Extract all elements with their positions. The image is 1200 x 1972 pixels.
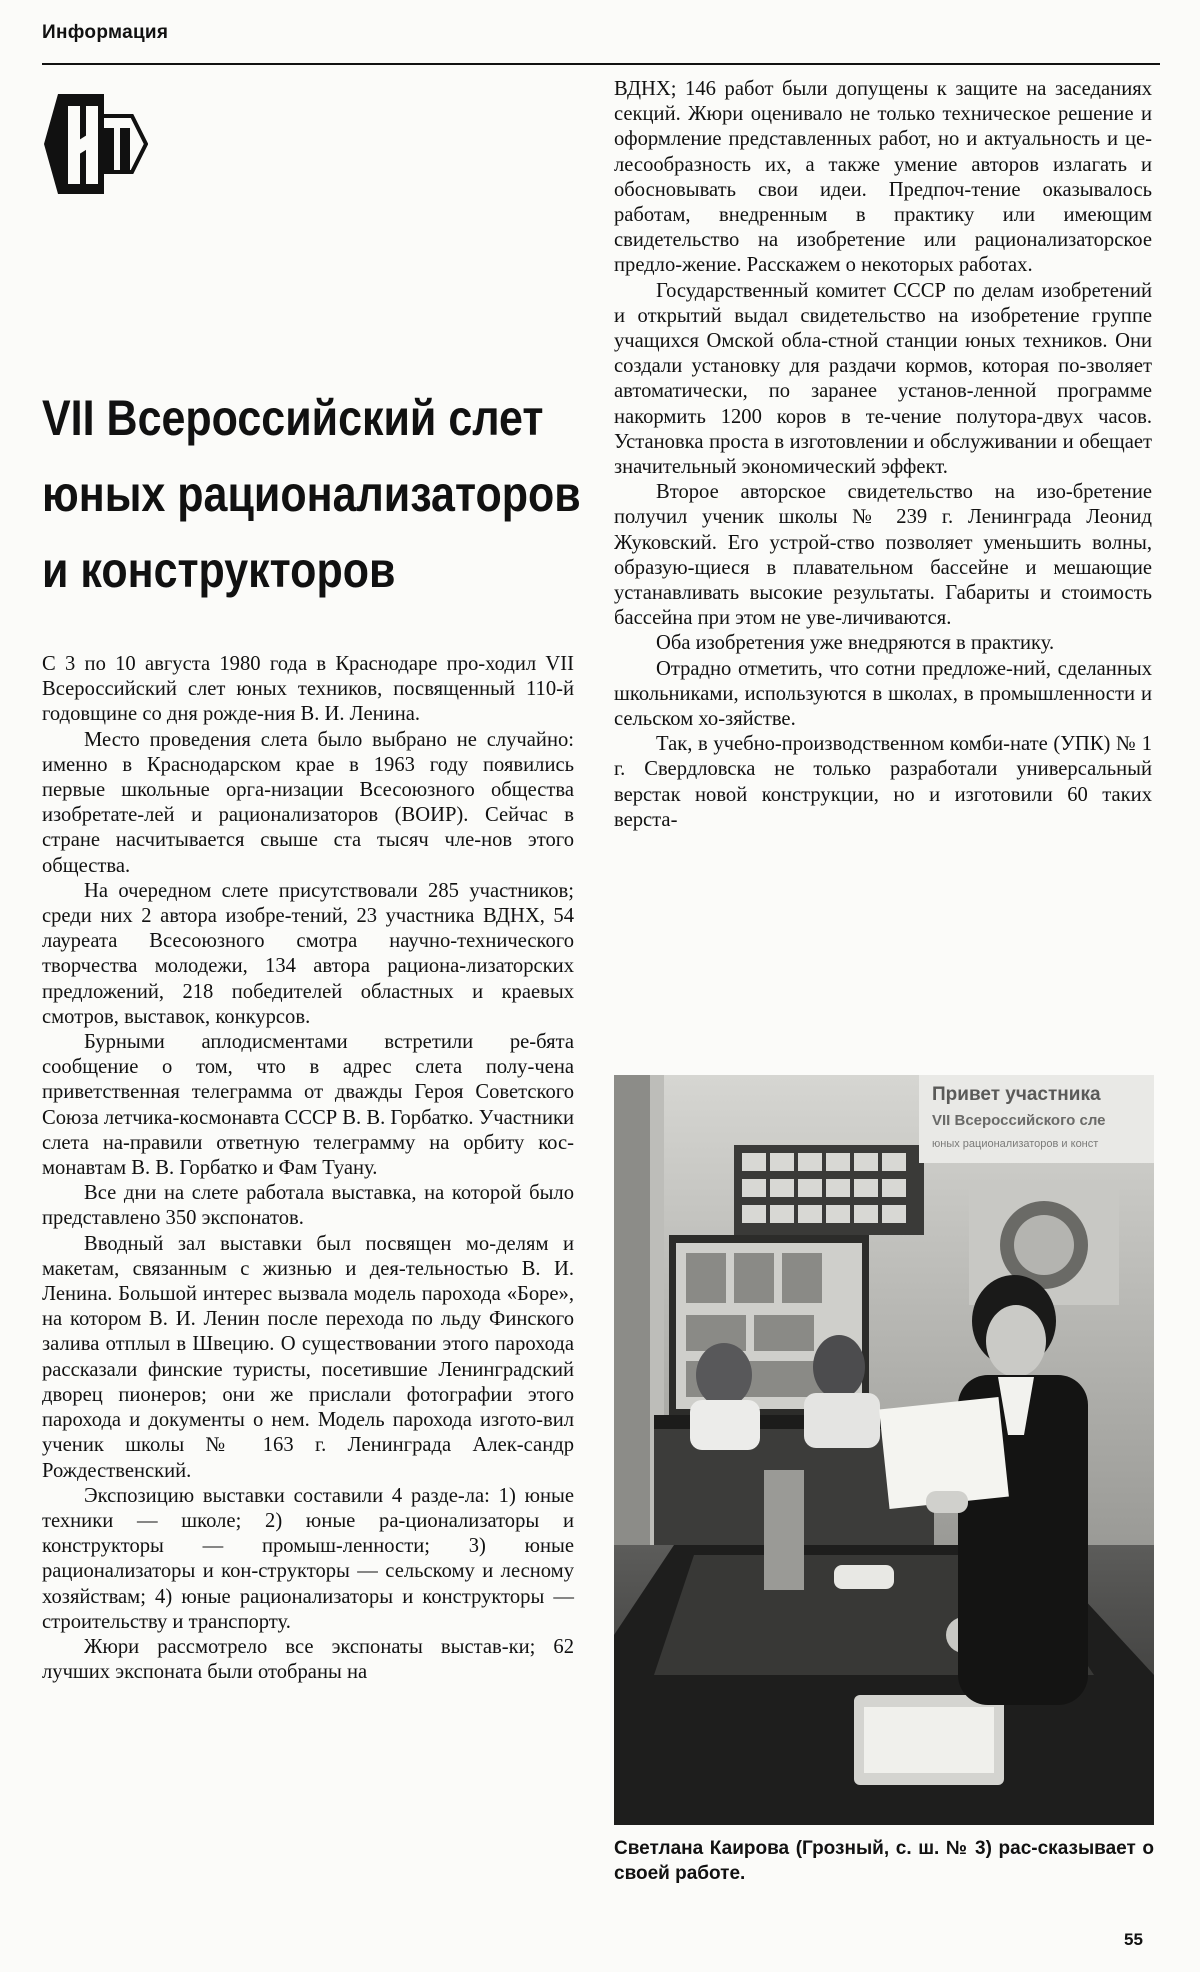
paragraph: Второе авторское свидетельство на изо-бретение получил ученик школы № 239 г. Ленинграда Леонид Жуковский. Его устрой-ство позволяет уменьшить волны, образую-щиеся в плавательном бассейне и мешающие устанавливать высокие результаты. Габариты и стоимость бассейна при этом не уве-личиваются. bbox=[614, 481, 1152, 630]
isosceles-I-emblem-icon bbox=[42, 88, 148, 200]
article-photo bbox=[614, 1075, 1154, 1825]
paragraph: Жюри рассмотрело все экспонаты выстав-ки; 62 лучших экспоната были отобраны на bbox=[42, 1635, 574, 1684]
photo-banner bbox=[919, 1075, 1154, 1163]
banner-line: юных рационализаторов и конст bbox=[932, 1138, 1099, 1150]
paragraph: Так, в учебно-производственном комби-нате (УПК) № 1 г. Свердловска не только разработали универсальный верстак новой конструкции, но и изготовили 60 таких верста- bbox=[614, 733, 1152, 831]
article-title bbox=[42, 380, 581, 608]
paragraph: С 3 по 10 августа 1980 года в Краснодаре про-ходил VII Всероссийский слет юных техников, посвященный 110-й годовщине со дня рожде-ния В. И. Ленина. bbox=[42, 653, 574, 726]
article-column-left bbox=[42, 652, 574, 1685]
photo-caption: Светлана Каирова (Грозный, с. ш. № 3) рас-сказывает о своей работе. bbox=[614, 1838, 1154, 1884]
title-line: юных рационализаторов bbox=[42, 466, 581, 522]
paragraph: Экспозицию выставки составили 4 разде-ла: 1) юные техники — школе; 2) юные ра-ционализаторы и конструкторы — промыш-ленности; 3) юные рационализаторы и кон-структоры — сельскому и лесному хозяйствам; 4) юные рационализаторы и конструкторы — строительству и транспорту. bbox=[42, 1484, 574, 1633]
header-rule bbox=[42, 63, 1160, 65]
article-column-right bbox=[614, 77, 1152, 833]
page-number: 55 bbox=[1124, 1930, 1143, 1949]
paragraph: Вводный зал выставки был посвящен мо-делям и макетам, связанным с жизнью и дея-тельностью В. И. Ленина. Большой интерес вызвала модель парохода «Боре», на котором В. И. Ленин после перехода по льду Финского залива отплыл в Швецию. О существовании этого парохода рассказали финские туристы, посетившие Ленинградский дворец пионеров; они же прислали фотографии этого парохода и документы о нем. Модель парохода изгото-вил ученик школы № 163 г. Ленинграда Алек-сандр Рождественский. bbox=[42, 1232, 574, 1482]
paragraph: Место проведения слета было выбрано не случайно: именно в Краснодарском крае в 1963 году появились первые школьные орга-низации Всесоюзного общества изобретате-лей и рационализаторов (ВОИР). Сейчас в стране насчитывается свыше ста тысяч чле-нов этого общества. bbox=[42, 728, 574, 877]
paragraph: Государственный комитет СССР по делам изобретений и открытий выдал свидетельство на изобретение группе учащихся Омской обла-стной станции юных техников. Они создали установку для раздачи кормов, которая по-зволяет автоматически, по заранее установ-ленной программе накормить 1200 коров в те-чение полутора-двух часов. Установка проста в изготовлении и обслуживании и обещает значительный экономический эффект. bbox=[614, 279, 1152, 479]
banner-line: Привет участника bbox=[932, 1084, 1101, 1105]
paragraph: Отрадно отметить, что сотни предложе-ний, сделанных школьниками, используются в школах, в промышленности и сельском хо-зяйстве. bbox=[614, 657, 1152, 731]
paragraph: Оба изобретения уже внедряются в практику. bbox=[656, 632, 1055, 655]
title-line: VII Всероссийский слет bbox=[42, 390, 544, 446]
paragraph: Все дни на слете работала выставка, на которой было представлено 350 экспонатов. bbox=[42, 1182, 574, 1230]
banner-line: VII Всероссийского сле bbox=[932, 1112, 1106, 1129]
section-label: Информация bbox=[42, 22, 169, 43]
paragraph: Бурными аплодисментами встретили ре-бята сообщение о том, что в адрес слета полу-чена приветственная телеграмма от дважды Героя Советского Союза летчика-космонавта СССР В. В. Горбатко. Участники слета на-правили ответную телеграмму на орбиту кос-монавтам В. В. Горбатко и Фам Туану. bbox=[42, 1031, 574, 1180]
paragraph: На очередном слете присутствовали 285 участников; среди них 2 автора изобре-тений, 23 участника ВДНХ, 54 лауреата Всесоюзного смотра научно-технического творчества молодежи, 134 автора рациона-лизаторских предложений, 218 победителей областных и краевых смотров, выставок, конкурсов. bbox=[42, 879, 574, 1028]
title-line: и конструкторов bbox=[42, 542, 396, 598]
paragraph: ВДНХ; 146 работ были допущены к защите на заседаниях секций. Жюри оценивало не только техническое решение и оформление представленных работ, но и актуальность и це-лесообразность их, а также умение авторов излагать и обосновывать свои идеи. Предпоч-тение оказывалось работам, внедренным в практику или имеющим свидетельство на изобретение или рационализаторское предло-жение. Расскажем о некоторых работах. bbox=[614, 78, 1152, 277]
